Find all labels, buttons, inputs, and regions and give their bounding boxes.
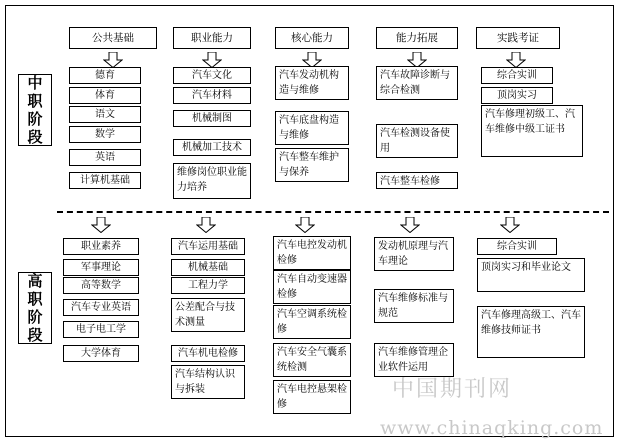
course-box — [481, 67, 553, 84]
course-label: 体育 — [95, 90, 115, 101]
course-label: 维修岗位职业能力培养 — [177, 167, 247, 193]
header-professional-ability — [173, 27, 251, 49]
course-label: 汽车电控发动机检修 — [277, 240, 347, 266]
course-box — [63, 299, 139, 316]
stage-label-higher-text: 高职阶段 — [27, 272, 43, 344]
course-box — [171, 298, 245, 332]
course-box — [273, 236, 351, 270]
course-box — [171, 277, 245, 294]
course-box — [374, 237, 454, 271]
arrow-down-icon — [196, 217, 216, 233]
course-label: 汽车专业英语 — [71, 302, 131, 313]
header-public-foundation — [69, 27, 157, 49]
header-practice-certification — [476, 27, 560, 49]
header-public-foundation-text: 公共基础 — [92, 31, 134, 44]
course-label: 汽车自动变速器检修 — [277, 274, 347, 300]
course-box — [477, 238, 557, 255]
course-box — [63, 345, 139, 362]
arrow-down-icon — [91, 217, 111, 233]
course-label: 汽车材料 — [192, 90, 232, 101]
watermark-cn — [392, 372, 512, 403]
course-box — [374, 289, 454, 323]
course-label: 汽车检测设备使用 — [380, 128, 450, 154]
header-ability-expansion-text: 能力拓展 — [396, 31, 438, 44]
header-professional-ability-text: 职业能力 — [191, 31, 233, 44]
course-label: 汽车故障诊断与综合检测 — [380, 70, 450, 96]
course-box — [477, 306, 585, 358]
watermark-url — [380, 417, 603, 439]
course-label: 顶岗实习和毕业论文 — [481, 262, 571, 273]
course-box — [171, 345, 245, 362]
course-label: 工程力学 — [188, 280, 228, 291]
course-label: 计算机基础 — [80, 175, 130, 186]
course-label: 汽车维修管理企业软件运用 — [378, 347, 448, 373]
course-label: 汽车结构认识与拆装 — [175, 369, 235, 395]
course-box — [376, 124, 458, 158]
course-box — [275, 148, 349, 182]
stage-label-vocational — [18, 74, 52, 146]
arrow-down-icon — [295, 217, 315, 233]
course-label: 公差配合与技术测量 — [175, 302, 235, 328]
stage-label-vocational-text: 中职阶段 — [27, 74, 43, 146]
course-box — [69, 106, 141, 123]
course-box — [69, 67, 141, 84]
watermark-url-text: www.chinaqking.com — [380, 417, 604, 439]
course-label: 综合实训 — [497, 70, 537, 81]
course-label: 汽车修理初级工、汽车维修中级工证书 — [485, 109, 575, 135]
course-box — [173, 67, 251, 84]
course-label: 机械基础 — [188, 262, 228, 273]
course-label: 汽车运用基础 — [178, 241, 238, 252]
course-box — [481, 87, 553, 104]
course-box — [171, 365, 245, 399]
course-label: 汽车发动机构造与维修 — [279, 70, 339, 96]
course-label: 汽车机电检修 — [178, 348, 238, 359]
course-label: 顶岗实习 — [497, 90, 537, 101]
course-label: 英语 — [95, 152, 115, 163]
course-label: 语文 — [95, 109, 115, 120]
stage-divider — [57, 211, 609, 213]
course-box — [481, 105, 583, 157]
course-box — [69, 149, 141, 166]
course-box — [273, 305, 351, 339]
course-box — [477, 258, 585, 292]
course-label: 大学体育 — [81, 348, 121, 359]
header-core-ability-text: 核心能力 — [291, 31, 333, 44]
course-box — [275, 66, 349, 100]
course-box — [171, 238, 245, 255]
course-label: 数学 — [95, 129, 115, 140]
header-ability-expansion — [376, 27, 458, 49]
course-box — [63, 321, 139, 338]
course-box — [171, 259, 245, 276]
course-label: 汽车文化 — [192, 70, 232, 81]
course-box — [376, 172, 458, 189]
course-label: 职业素养 — [81, 241, 121, 252]
arrow-down-icon — [506, 52, 526, 68]
course-label: 军事理论 — [81, 262, 121, 273]
arrow-down-icon — [202, 52, 222, 68]
course-box — [63, 277, 139, 294]
course-label: 汽车维修标准与规范 — [378, 293, 448, 319]
course-box — [273, 343, 351, 377]
course-box — [376, 66, 458, 100]
course-label: 汽车整车检修 — [380, 176, 440, 187]
course-box — [273, 270, 351, 304]
header-practice-certification-text: 实践考证 — [497, 31, 539, 44]
course-label: 汽车电控悬架检修 — [277, 384, 347, 410]
course-box — [273, 380, 351, 414]
course-label: 德育 — [95, 70, 115, 81]
course-box — [63, 238, 139, 255]
arrow-down-icon — [103, 52, 123, 68]
course-label: 机械制图 — [192, 113, 232, 124]
course-label: 汽车空调系统检修 — [277, 309, 347, 335]
course-box — [173, 163, 251, 199]
course-label: 机械加工技术 — [182, 142, 242, 153]
course-label: 汽车底盘构造与维修 — [279, 115, 339, 141]
watermark-cn-text: 中国期刊网 — [392, 377, 513, 402]
course-box — [63, 259, 139, 276]
course-label: 发动机原理与汽车理论 — [378, 241, 448, 267]
course-box — [69, 87, 141, 104]
header-core-ability — [275, 27, 349, 49]
arrow-down-icon — [400, 217, 420, 233]
arrow-down-icon — [500, 217, 520, 233]
course-label: 高等数学 — [81, 280, 121, 291]
course-box — [173, 110, 251, 127]
course-box — [69, 172, 141, 189]
course-label: 汽车安全气囊系统检测 — [277, 347, 347, 373]
course-label: 汽车整车维护与保养 — [279, 152, 339, 178]
course-box — [275, 111, 349, 145]
course-box — [69, 126, 141, 143]
course-label: 汽车修理高级工、汽车维修技师证书 — [481, 310, 581, 336]
course-box — [173, 87, 251, 104]
stage-label-higher — [18, 272, 52, 344]
course-label: 电子电工学 — [76, 324, 126, 335]
course-box — [173, 139, 251, 156]
course-label: 综合实训 — [497, 241, 537, 252]
